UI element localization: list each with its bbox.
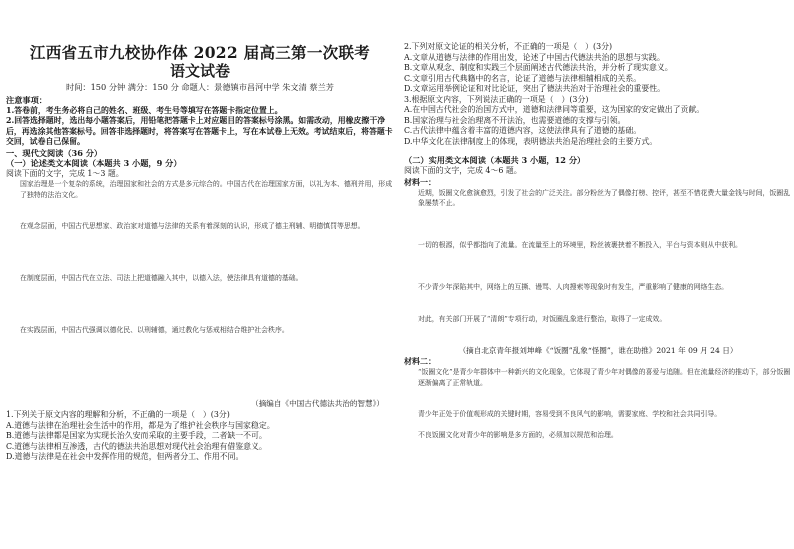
passage-paragraph: 不良饭圈文化对青少年的影响是多方面的，必须加以规范和治理。 xyxy=(418,431,618,440)
passage-paragraph: 在制度层面，中国古代在立法、司法上把道德融入其中，以德入法，使法律具有道德的基础。 xyxy=(20,274,303,283)
right-column xyxy=(404,0,792,549)
exam-meta: 时间：150 分钟 满分：150 分 命题人：景德镇市昌河中学 朱文清 蔡兰芳 xyxy=(66,82,334,92)
option-c: C.古代法律中蕴含着丰富的道德内容，这使法律具有了道德的基础。 xyxy=(404,126,642,136)
option-a: A.道德与法律在治理社会生活中的作用，都是为了维护社会秩序与国家稳定。 xyxy=(6,420,275,430)
option-d: D.文章运用举例论证和对比论证，突出了德法共治对于治理社会的重要性。 xyxy=(404,84,666,94)
passage-paragraph: 青少年正处于价值观形成的关键时期，容易受到不良风气的影响，需要家庭、学校和社会共同引导。 xyxy=(418,410,722,419)
passage-paragraph: 一切的根源，似乎都指向了流量。在流量至上的环境里，粉丝被裹挟着不断投入，平台与资本则从中获利。 xyxy=(418,240,742,249)
passage-paragraph: 在观念层面，中国古代思想家、政治家对道德与法律的关系有着深刻的认识，形成了德主刑辅、明德慎罚等思想。 xyxy=(20,222,365,231)
subsection-heading: （一）论述类文本阅读（本题共 3 小题，9 分） xyxy=(6,158,182,169)
left-column xyxy=(6,0,394,549)
instruction: 阅读下面的文字，完成 4～6 题。 xyxy=(404,166,522,176)
question-stem: 2.下列对原文论证的相关分析，不正确的一项是（ ）(3分) xyxy=(404,42,613,51)
passage-source: （摘编自《中国古代德法共治的智慧》） xyxy=(251,399,384,409)
notes-line: 2.回答选择题时，选出每小题答案后，用铅笔把答题卡上对应题目的答案标号涂黑。如需改动，用橡皮擦干净后，再选涂其他答案标号。回答非选择题时，将答案写在答题卡上，写在本试卷上无效。考试结束后，将答题卡交回，试卷自己保留。 xyxy=(6,116,393,147)
section-heading: 一、现代文阅读（36 分） xyxy=(6,147,103,158)
option-b: B.国家治理与社会治理离不开法治，也需要道德的支撑与引领。 xyxy=(404,115,626,125)
passage-paragraph: 国家治理是一个复杂的系统，治理国家和社会的方式是多元综合的。中国古代在治理国家方面，以礼为本、德刑并用，形成了独特的法治文化。 xyxy=(20,180,393,200)
passage-paragraph: 近期，饭圈文化愈演愈烈，引发了社会的广泛关注。部分粉丝为了偶像打榜、控评，甚至不惜花费大量金钱与时间，饭圈乱象屡禁不止。 xyxy=(418,188,791,208)
passage-paragraph: 在实践层面，中国古代强调以德化民、以刑辅德，通过教化与惩戒相结合维护社会秩序。 xyxy=(20,326,289,335)
option-b: B.道德与法律都是国家为实现长治久安而采取的主要手段，二者缺一不可。 xyxy=(6,431,267,441)
material-label: 材料一： xyxy=(404,176,436,187)
option-c: C.道德与法律相互渗透，古代的德法共治思想对现代社会治理有借鉴意义。 xyxy=(6,441,267,451)
passage-paragraph: “饭圈文化”是青少年群体中一种新兴的文化现象，它体现了青少年对偶像的喜爱与追随。但在流量经济的推动下，部分饭圈逐渐偏离了正常轨道。 xyxy=(418,368,791,387)
section-heading: （二）实用类文本阅读（本题共 3 小题，12 分） xyxy=(404,155,586,166)
exam-title: 江西省五市九校协作体 2022 届高三第一次联考 xyxy=(29,43,371,62)
option-d: D.道德与法律是在社会中发挥作用的规范，但两者分工、作用不同。 xyxy=(6,452,244,462)
notes-heading: 注意事项： xyxy=(6,95,47,105)
exam-subtitle: 语文试卷 xyxy=(169,62,230,80)
question-stem: 3.根据原文内容，下列说法正确的一项是（ ）(3分) xyxy=(404,94,589,104)
notes-line: 1.答卷前，考生务必将自己的姓名、班级、考生号等填写在答题卡指定位置上。 xyxy=(6,105,283,115)
material-label: 材料二： xyxy=(404,356,436,367)
option-a: A.文章从道德与法律的作用出发，论述了中国古代德法共治的思想与实践。 xyxy=(404,52,665,62)
material-source: （摘自北京青年报刘坤峰《“饭圈”乱象“怪圈”，谁在助推》2021 年 09 月 24 日） xyxy=(458,345,738,355)
option-a: A.在中国古代社会的治国方式中，道德和法律同等重要，这为国家的安定做出了贡献。 xyxy=(404,105,705,115)
option-c: C.文章引用古代典籍中的名言，论证了道德与法律相辅相成的关系。 xyxy=(404,73,642,83)
instruction: 阅读下面的文字，完成 1～3 题。 xyxy=(6,168,124,178)
option-b: B.文章从观念、制度和实践三个层面阐述古代德法共治，并分析了现实意义。 xyxy=(404,63,673,73)
question-stem: 1.下列关于原文内容的理解和分析，不正确的一项是（ ）(3分) xyxy=(6,410,230,420)
passage-paragraph: 不少青少年深陷其中，网络上的互撕、谩骂、人肉搜索等现象时有发生，严重影响了健康的网络生态。 xyxy=(418,282,729,291)
passage-paragraph: 对此，有关部门开展了“清朗”专项行动，对饭圈乱象进行整治，取得了一定成效。 xyxy=(418,314,667,323)
option-d: D.中华文化在法律制度上的体现，表明德法共治是治理社会的主要方式。 xyxy=(404,136,658,146)
